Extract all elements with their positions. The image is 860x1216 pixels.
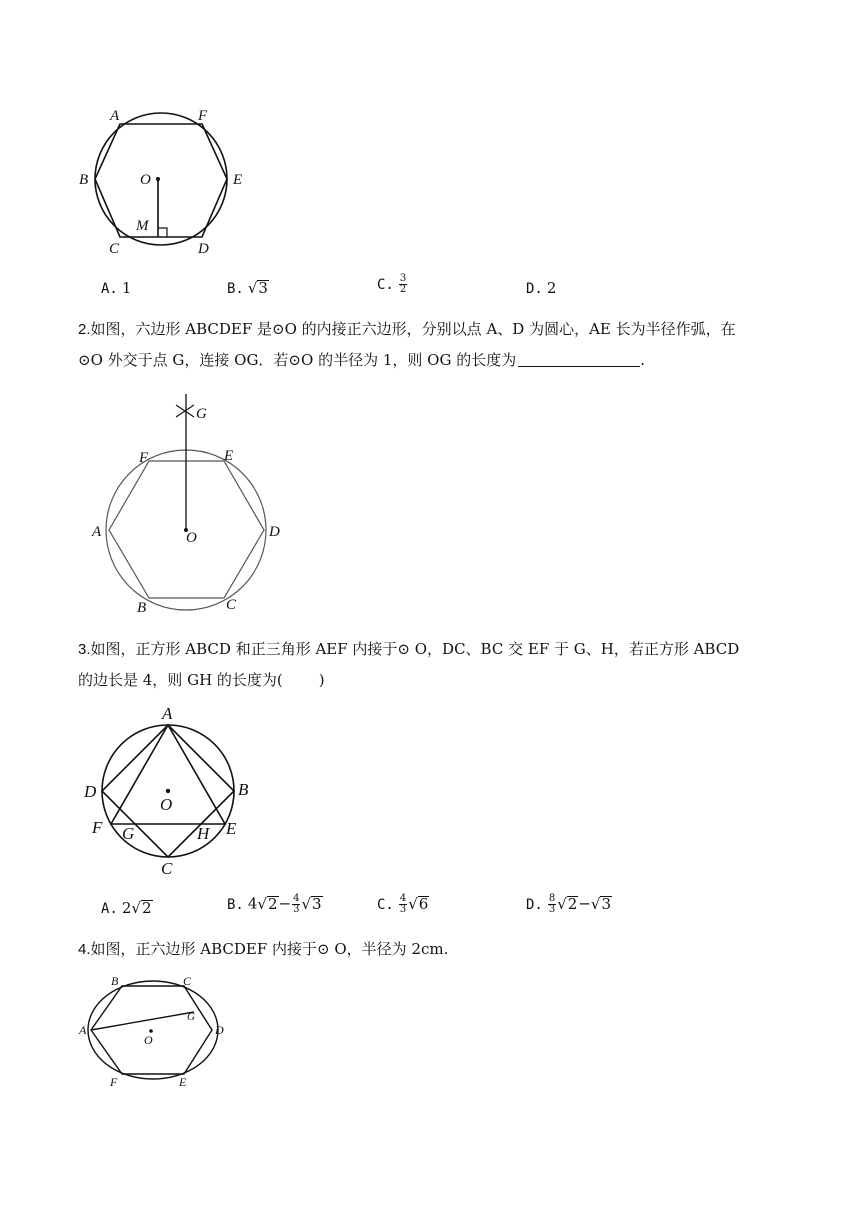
label-g: G xyxy=(122,824,135,843)
right-angle-mark xyxy=(158,228,167,237)
center-point xyxy=(166,789,170,793)
label-a: A xyxy=(110,108,120,124)
label-f: F xyxy=(110,1075,118,1089)
figure-1-hexagon-circle xyxy=(70,100,260,265)
label-e: E xyxy=(179,1075,187,1089)
label-f: F xyxy=(198,108,208,124)
label-b: B xyxy=(111,974,119,988)
label-a: A xyxy=(92,524,102,540)
q3-option-c: C. $\frac{4}{3}$ √6 xyxy=(377,893,429,915)
figure-4-hexagon-ellipse xyxy=(70,970,240,1090)
label-d: D xyxy=(198,241,209,257)
q3-line-2: 的边长是 4，则 GH 的长度为( ) xyxy=(78,671,325,689)
label-b: B xyxy=(137,600,147,616)
label-o: O xyxy=(140,172,151,188)
label-c: C xyxy=(183,974,192,988)
label-b: B xyxy=(79,172,89,188)
label-o: O xyxy=(160,795,173,814)
q3-option-a: A. 2√2 xyxy=(101,899,152,917)
label-c: C xyxy=(109,241,120,257)
label-c: C xyxy=(161,859,173,878)
circle xyxy=(88,981,218,1079)
label-d: D xyxy=(215,1023,224,1037)
segment-ag xyxy=(91,1012,194,1030)
question-3 xyxy=(78,634,788,696)
label-h: H xyxy=(197,824,210,843)
q3-line-1: 3.如图，正方形 ABCD 和正三角形 AEF 内接于⊙ O，DC、BC 交 EF 于 G、H，若正方形 ABCD xyxy=(78,640,740,658)
q3-option-d: D. $\frac{8}{3}$ √2−√3 xyxy=(526,893,612,915)
q3-option-b: B. 4√2− $\frac{4}{3}$ √3 xyxy=(227,893,322,915)
label-c: C xyxy=(226,597,237,613)
label-e: E xyxy=(233,172,243,188)
label-o: O xyxy=(144,1033,153,1047)
label-f: F xyxy=(92,818,103,837)
answer-blank[interactable] xyxy=(518,352,640,367)
q1-option-d: D. 2 xyxy=(526,279,557,297)
label-m: M xyxy=(136,218,149,234)
question-2 xyxy=(78,314,788,376)
figure-2-hexagon-circle xyxy=(80,390,300,620)
label-o: O xyxy=(186,530,197,546)
label-a: A xyxy=(79,1023,87,1037)
q4-line-1: 4.如图，正六边形 ABCDEF 内接于⊙ O，半径为 2cm. xyxy=(78,940,449,958)
figure-3-square-triangle-circle xyxy=(80,700,270,885)
q2-line-2: ⊙O 外交于点 G，连接 OG．若⊙O 的半径为 1，则 OG 的长度为 . xyxy=(78,351,645,369)
q1-option-b: B. √3 xyxy=(227,279,268,297)
q1-option-a: A. 1 xyxy=(101,279,132,297)
label-a: A xyxy=(162,704,173,723)
q2-line-1: 2.如图，六边形 ABCDEF 是⊙O 的内接正六边形，分别以点 A、D 为圆心，AE 长为半径作弧，在 xyxy=(78,320,736,338)
label-g: G xyxy=(196,406,207,422)
hexagon xyxy=(95,124,227,237)
label-e: E xyxy=(224,448,234,464)
label-e: E xyxy=(226,819,237,838)
label-b: B xyxy=(238,780,249,799)
label-d: D xyxy=(269,524,280,540)
label-f: F xyxy=(139,450,149,466)
question-4 xyxy=(78,934,788,965)
center-point xyxy=(156,177,160,181)
q1-option-c: C. $\frac{3}{2}$ xyxy=(377,273,407,295)
label-d: D xyxy=(84,782,97,801)
label-g: G xyxy=(187,1011,195,1023)
